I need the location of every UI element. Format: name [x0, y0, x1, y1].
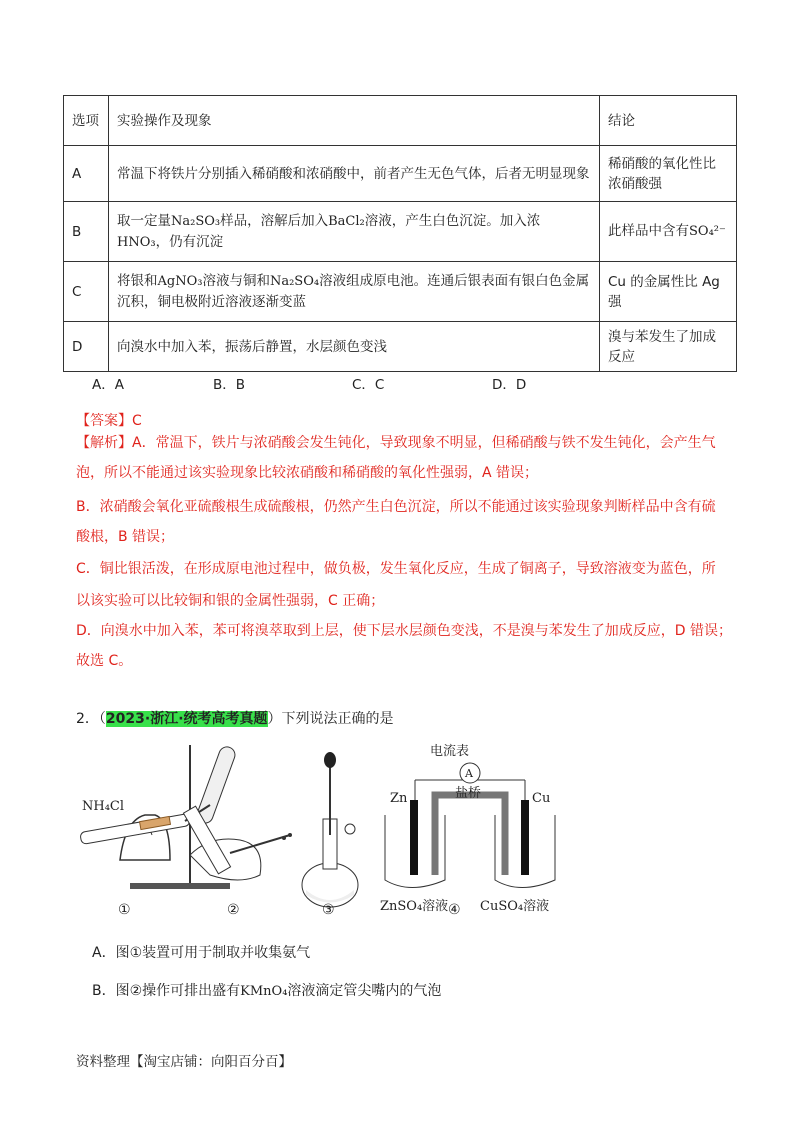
q2-option-a[interactable]: A．图①装置可用于制取并收集氨气 [92, 945, 311, 961]
row-c-conclusion: Cu 的金属性比 Ag 强 [600, 262, 737, 322]
choice-b[interactable]: B．B [213, 377, 246, 393]
row-b-conclusion: 此样品中含有SO₄²⁻ [600, 202, 737, 262]
row-c-option: C [64, 262, 109, 322]
caption-2: ② [227, 902, 240, 918]
header-operation: 实验操作及现象 [109, 96, 600, 146]
apparatus-figures [60, 735, 560, 935]
label-ammeter: 电流表 [430, 744, 470, 759]
question-number: 2． [76, 711, 99, 727]
footer-note: 资料整理【淘宝店铺：向阳百分百】 [76, 1054, 292, 1070]
row-b-operation: 取一定量Na₂SO₃样品，溶解后加入BaCl₂溶液，产生白色沉淀。加入浓HNO₃，仍有沉淀 [109, 202, 600, 262]
explanation-line-6: 以该实验可以比较铜和银的金属性强弱，C 正确； [76, 593, 385, 609]
explanation-line-8: 故选 C。 [76, 653, 133, 669]
caption-4: ④ [448, 902, 461, 918]
header-conclusion: 结论 [600, 96, 737, 146]
row-d-conclusion: 溴与苯发生了加成反应 [600, 322, 737, 372]
question-source-badge: 2023·浙江·统考高考真题 [105, 711, 268, 727]
explanation-line-1: 【解析】A．常温下，铁片与浓硝酸会发生钝化，导致现象不明显，但稀硝酸与铁不发生钝化，会产生气 [76, 435, 716, 451]
row-d-operation: 向溴水中加入苯，振荡后静置，水层颜色变浅 [109, 322, 600, 372]
explanation-line-2: 泡，所以不能通过该实验现象比较浓硝酸和稀硝酸的氧化性强弱，A 错误； [76, 465, 539, 481]
caption-3: ③ [322, 902, 335, 918]
explanation-line-3: B．浓硝酸会氧化亚硫酸根生成硫酸根，仍然产生白色沉淀，所以不能通过该实验现象判断样品中含有硫 [76, 499, 716, 515]
row-a-operation: 常温下将铁片分别插入稀硝酸和浓硝酸中，前者产生无色气体，后者无明显现象 [109, 146, 600, 202]
explanation-line-4: 酸根，B 错误； [76, 529, 175, 545]
choices-q1 [0, 373, 800, 393]
choice-a[interactable]: A．A [92, 377, 124, 393]
label-znso4: ZnSO₄溶液 [380, 899, 449, 914]
header-option: 选项 [64, 96, 109, 146]
row-c-operation: 将银和AgNO₃溶液与铜和Na₂SO₄溶液组成原电池。连通后银表面有银白色金属沉积，铜电极附近溶液逐渐变蓝 [109, 262, 600, 322]
explanation-line-5: C．铜比银活泼，在形成原电池过程中，做负极，发生氧化反应，生成了铜离子，导致溶液变为蓝色，所 [76, 561, 716, 577]
label-cu: Cu [532, 791, 551, 806]
answer-label: 【答案】C [76, 413, 142, 429]
explanation-line-7: D．向溴水中加入苯，苯可将溴萃取到上层，使下层水层颜色变浅，不是溴与苯发生了加成反应，D 错误； [76, 623, 733, 639]
row-a-option: A [64, 146, 109, 202]
caption-1: ① [118, 902, 131, 918]
label-salt-bridge: 盐桥 [455, 786, 482, 801]
row-a-conclusion: 稀硝酸的氧化性比浓硝酸强 [600, 146, 737, 202]
question-table [63, 95, 737, 372]
figure-2-burette-hand [183, 806, 292, 880]
label-zn: Zn [390, 791, 408, 806]
q2-option-b[interactable]: B．图②操作可排出盛有KMnO₄溶液滴定管尖嘴内的气泡 [92, 983, 442, 999]
ammeter-symbol: A [465, 767, 473, 780]
label-cuso4: CuSO₄溶液 [480, 899, 550, 914]
choice-d[interactable]: D．D [492, 377, 527, 393]
row-b-option: B [64, 202, 109, 262]
label-nh4cl: NH₄Cl [82, 799, 125, 814]
question-text: 下列说法正确的是 [281, 711, 394, 727]
row-d-option: D [64, 322, 109, 372]
question-2-stem: 2．（2023·浙江·统考高考真题）下列说法正确的是 [76, 711, 394, 727]
choice-c[interactable]: C．C [352, 377, 385, 393]
figure-4-galvanic-cell [380, 743, 555, 914]
figure-3-volumetric-flask [302, 752, 358, 907]
